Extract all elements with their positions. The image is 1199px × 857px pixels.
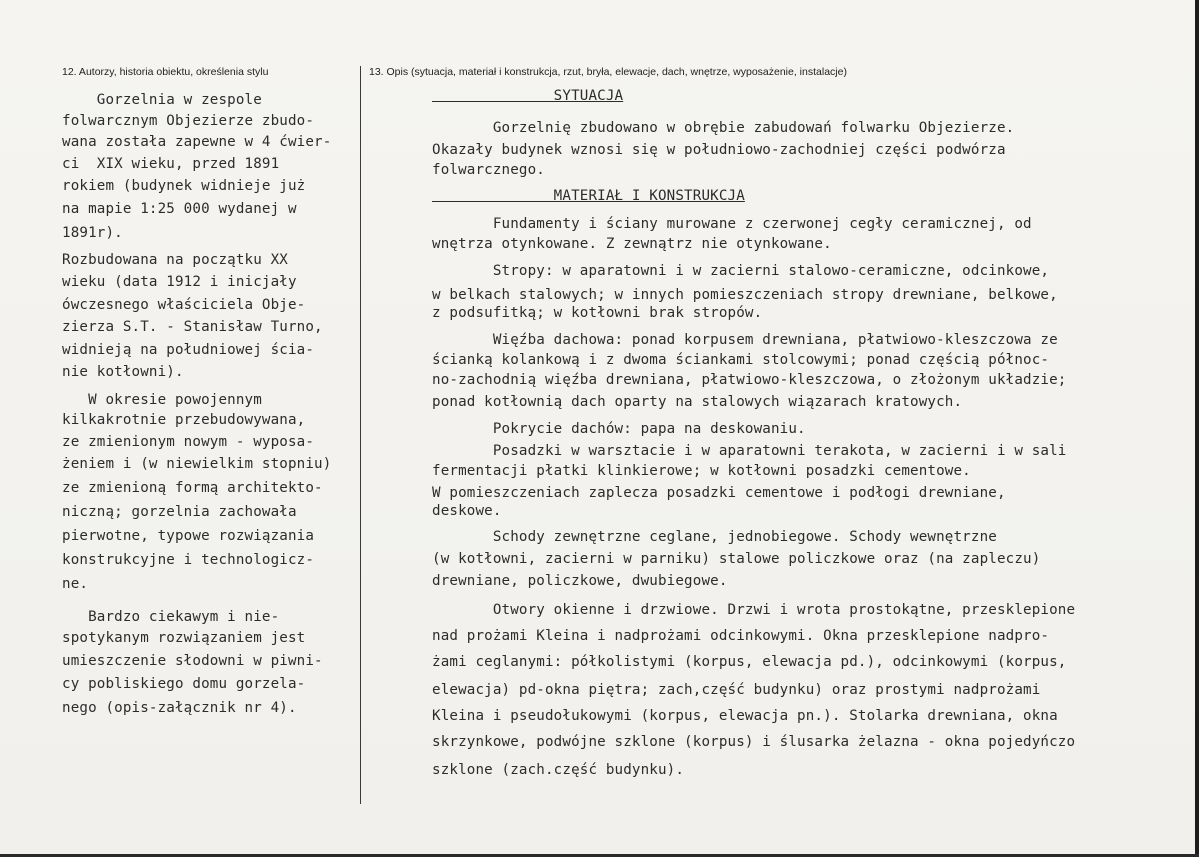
- description-line: z podsufitką; w kotłowni brak stropów.: [432, 305, 763, 321]
- description-line: skrzynkowe, podwójne szklone (korpus) i ślusarka żelazna - okna pojedyńczo: [432, 734, 1076, 750]
- description-line: w belkach stalowych; w innych pomieszczeniach stropy drewniane, belkowe,: [432, 287, 1058, 303]
- history-line: widnieją na południowej ścia-: [62, 342, 315, 358]
- description-line: Kleina i pseudołukowymi (korpus, elewacja pn.). Stolarka drewniana, okna: [432, 708, 1058, 724]
- history-line: Bardzo ciekawym i nie-: [62, 609, 280, 625]
- description-line: drewniane, policzkowe, dwubiegowe.: [432, 573, 728, 589]
- description-line: ponad kotłownią dach oparty na stalowych wiązarach kratowych.: [432, 394, 963, 410]
- description-line: deskowe.: [432, 503, 502, 519]
- history-line: niczną; gorzelnia zachowała: [62, 504, 297, 520]
- description-line: W pomieszczeniach zaplecza posadzki cementowe i podłogi drewniane,: [432, 485, 1006, 501]
- description-line: Gorzelnię zbudowano w obrębie zabudowań folwarku Objezierze.: [432, 120, 1015, 136]
- card-edge-right: [1195, 0, 1199, 857]
- description-line: Otwory okienne i drzwiowe. Drzwi i wrota prostokątne, przesklepione: [432, 602, 1076, 618]
- history-line: pierwotne, typowe rozwiązania: [62, 528, 315, 544]
- description-line: Więźba dachowa: ponad korpusem drewniana, płatwiowo-kleszczowa ze: [432, 332, 1058, 348]
- description-line: nad prożami Kleina i nadprożami odcinkowymi. Okna przesklepione nadpro-: [432, 628, 1050, 644]
- history-line: 1891r).: [62, 225, 123, 241]
- history-line: na mapie 1:25 000 wydanej w: [62, 201, 297, 217]
- description-line: żami ceglanymi: półkolistymi (korpus, elewacja pd.), odcinkowymi (korpus,: [432, 654, 1067, 670]
- history-line: folwarcznym Objezierze zbudo-: [62, 113, 315, 129]
- history-line: kilkakrotnie przebudowywana,: [62, 412, 306, 428]
- history-line: zierza S.T. - Stanisław Turno,: [62, 319, 323, 335]
- history-line: ze zmienioną formą architekto-: [62, 480, 323, 496]
- description-line: no-zachodnią więźba drewniana, płatwiowo-kleszczowa, o złożonym układzie;: [432, 372, 1067, 388]
- history-line: Gorzelnia w zespole: [62, 92, 262, 108]
- history-line: ze zmienionym nowym - wyposa-: [62, 434, 315, 450]
- description-line: Stropy: w aparatowni i w zacierni stalowo-ceramiczne, odcinkowe,: [432, 263, 1050, 279]
- history-line: ówczesnego właściciela Obje-: [62, 297, 306, 313]
- history-line: Rozbudowana na początku XX: [62, 252, 288, 268]
- history-line: wieku (data 1912 i inicjały: [62, 274, 297, 290]
- history-line: nego (opis-załącznik nr 4).: [62, 700, 297, 716]
- history-line: nie kotłowni).: [62, 364, 184, 380]
- description-line: (w kotłowni, zacierni w parniku) stalowe policzkowe oraz (na zapleczu): [432, 551, 1041, 567]
- history-line: W okresie powojennym: [62, 392, 262, 408]
- history-line: spotykanym rozwiązaniem jest: [62, 630, 306, 646]
- column-divider: [360, 66, 361, 804]
- description-line: Fundamenty i ściany murowane z czerwonej cegły ceramicznej, od: [432, 216, 1032, 232]
- section-title: SYTUACJA: [432, 88, 624, 104]
- description-line: Posadzki w warsztacie i w aparatowni terakota, w zacierni i w sali: [432, 443, 1067, 459]
- history-line: żeniem i (w niewielkim stopniu): [62, 456, 332, 472]
- history-line: ci XIX wieku, przed 1891: [62, 156, 280, 172]
- history-line: wana została zapewne w 4 ćwier-: [62, 134, 332, 150]
- description-line: Schody zewnętrzne ceglane, jednobiegowe. Schody wewnętrzne: [432, 529, 997, 545]
- description-line: wnętrza otynkowane. Z zewnątrz nie otynkowane.: [432, 236, 832, 252]
- description-line: fermentacji płatki klinkierowe; w kotłowni posadzki cementowe.: [432, 463, 971, 479]
- history-line: konstrukcyjne i technologicz-: [62, 552, 315, 568]
- history-line: umieszczenie słodowni w piwni-: [62, 653, 323, 669]
- history-line: rokiem (budynek widnieje już: [62, 178, 306, 194]
- history-line: cy pobliskiego domu gorzela-: [62, 676, 306, 692]
- section-12-heading: 12. Autorzy, historia obiektu, określenia stylu: [62, 66, 269, 78]
- description-line: folwarcznego.: [432, 162, 545, 178]
- section-13-heading: 13. Opis (sytuacja, materiał i konstrukcja, rzut, bryła, elewacje, dach, wnętrze, wyposażenie, instalacje): [369, 66, 847, 78]
- history-line: ne.: [62, 576, 89, 592]
- description-line: Okazały budynek wznosi się w południowo-zachodniej części podwórza: [432, 142, 1006, 158]
- description-line: ścianką kolankową i z dwoma ściankami stolcowymi; ponad częścią północ-: [432, 352, 1050, 368]
- section-title: MATERIAŁ I KONSTRUKCJA: [432, 188, 745, 204]
- description-line: Pokrycie dachów: papa na deskowaniu.: [432, 421, 806, 437]
- description-line: szklone (zach.część budynku).: [432, 762, 685, 778]
- description-line: elewacja) pd-okna piętra; zach,część budynku) oraz prostymi nadprożami: [432, 682, 1041, 698]
